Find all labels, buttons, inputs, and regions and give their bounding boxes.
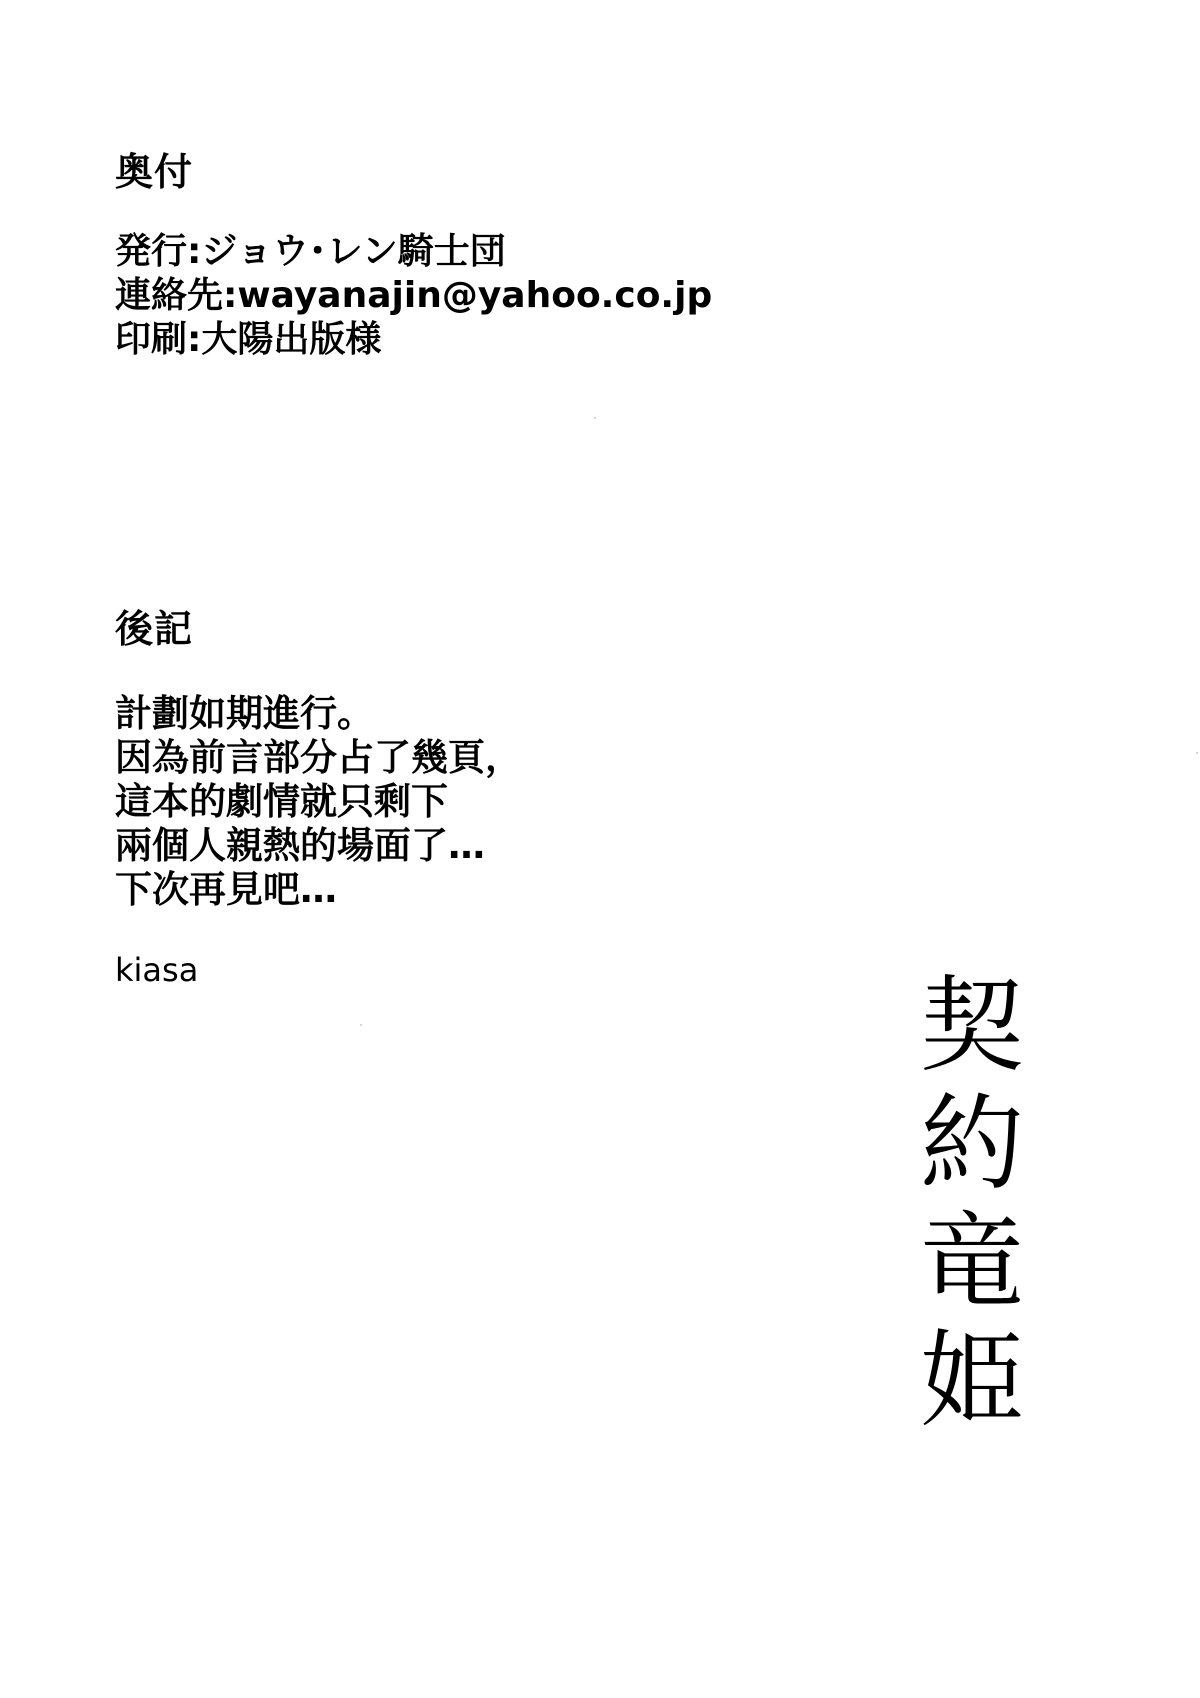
colophon-heading: 奥付 xyxy=(115,150,194,194)
afterword-line: 計劃如期進行。 xyxy=(115,692,374,735)
afterword-line: 因為前言部分占了幾頁， xyxy=(115,736,522,779)
paper-speck xyxy=(360,1024,362,1026)
printer-line: 印刷:大陽出版様 xyxy=(115,319,382,360)
paper-speck xyxy=(1196,752,1198,754)
publisher-line: 発行:ジョウ･レン騎士団 xyxy=(115,231,506,272)
author-signature: kiasa xyxy=(115,951,199,989)
afterword-heading: 後記 xyxy=(115,607,194,651)
afterword-line: 兩個人親熱的場面了… xyxy=(115,824,485,867)
book-title: 契約竜姫 xyxy=(902,970,1024,1442)
colophon-details xyxy=(115,230,712,362)
contact-line: 連絡先:wayanajin@yahoo.co.jp xyxy=(115,275,713,316)
afterword-line: 這本的劇情就只剩下 xyxy=(115,780,448,823)
afterword-text xyxy=(115,692,522,912)
afterword-line: 下次再見吧… xyxy=(115,868,337,911)
paper-speck xyxy=(594,417,596,419)
